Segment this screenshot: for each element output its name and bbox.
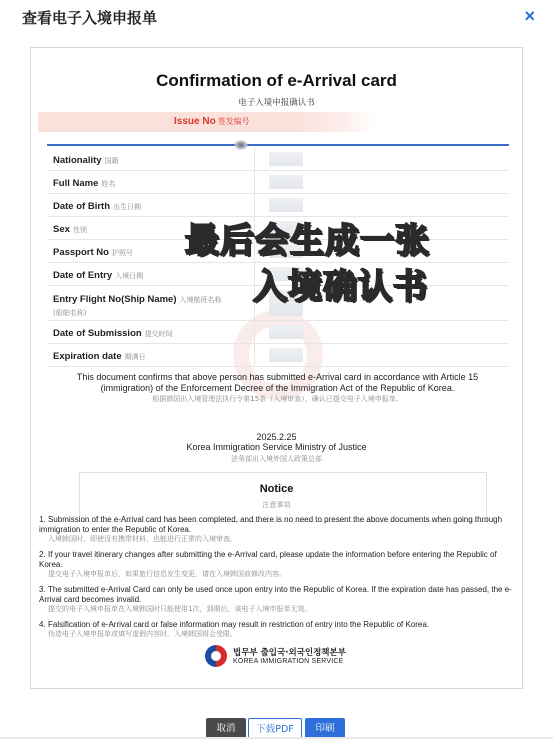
notice-item <box>39 585 517 614</box>
redacted-value <box>269 325 303 339</box>
notice-text: The submitted e-Arrival Card can only be used once upon entry into the Republic of Korea. If the expiration date has passed, the e-Arrival card becomes invalid. <box>39 585 512 604</box>
notice-item <box>39 515 517 544</box>
issue-number-redaction <box>296 112 376 132</box>
field-label-cn: 出生日期 <box>113 203 141 211</box>
issue-date: 2025.2.25 <box>256 432 297 442</box>
document-subtitle: 电子入境申报确认书 <box>238 98 315 108</box>
issue-number-bar <box>38 112 296 132</box>
field-label: Full Name <box>53 178 99 189</box>
field-label: Entry Flight No(Ship Name) <box>53 293 177 305</box>
issue-label-cn: 签发编号 <box>217 117 250 126</box>
notice-number: 2. <box>39 550 46 559</box>
kis-logo <box>205 645 365 671</box>
document-title: Confirmation of e-Arrival card <box>156 71 397 90</box>
action-bar <box>0 715 553 739</box>
notice-list <box>39 515 517 645</box>
notice-number: 1. <box>39 515 46 524</box>
redacted-value <box>269 175 303 189</box>
redacted-value <box>269 152 303 166</box>
redacted-value <box>269 198 303 212</box>
field-label: Date of Birth <box>53 201 110 212</box>
logo-text-en: KOREA IMMIGRATION SERVICE <box>233 658 344 665</box>
notice-text-cn: 伪造电子入境申报单或填写虚假内容时，入境韩国将会受限。 <box>48 630 237 638</box>
info-label <box>47 194 254 216</box>
info-row-date-of-birth <box>47 194 509 217</box>
notice-number: 4. <box>39 620 46 629</box>
info-row-nationality <box>47 148 509 171</box>
issuing-authority-cn: 法务部出入境外国人政策总部 <box>231 455 322 463</box>
divider <box>254 171 255 193</box>
logo-text-kr: 법무부 출입국·외국인정책본부 <box>233 648 346 658</box>
notice-text-cn: 提交电子入境申报单后，如果旅行信息发生变更，请在入境韩国前修改内容。 <box>48 570 286 578</box>
notice-text: Submission of the e-Arrival card has been completed, and there is no need to present the above documents when going through immigration to enter the Republic of Korea. <box>39 515 503 534</box>
notice-text-cn: 入境韩国时，即使没有携带材料，也能进行正常的入境审查。 <box>48 535 237 543</box>
redacted-value <box>269 348 303 362</box>
field-label: Date of Entry <box>53 270 113 281</box>
info-label <box>47 171 254 193</box>
issue-label-en: Issue No <box>174 116 216 127</box>
confirmation-statement: This document confirms that above person has submitted e-Arrival card in accordance with Article 15 (immigration) of the Enforcement Decree of the Immigration Act of the Republic of Korea. <box>76 372 479 393</box>
notice-text: Falsification of e-Arrival card or false information may result in restriction of entry into the Republic of Korea. <box>48 620 430 629</box>
notice-title-cn: 注意事项 <box>262 501 291 509</box>
overlay-caption-line2: 入境确认书 <box>253 267 428 307</box>
confirmation-statement-cn: 根据韩国出入境管理法执行令第15条（入境审查），确认已提交电子入境申报单。 <box>152 395 403 403</box>
divider <box>254 321 255 343</box>
info-label <box>47 321 254 343</box>
info-row-full-name <box>47 171 509 194</box>
overlay-caption-line1: 最后会生成一张 <box>185 221 430 261</box>
print-button[interactable]: 印刷 <box>305 718 345 739</box>
issuing-authority: Korea Immigration Service Ministry of Justice <box>186 442 367 452</box>
field-label-cn: 入境航班名称 <box>179 295 222 304</box>
field-label-cn: 提交时间 <box>144 330 173 338</box>
field-label-cn: 国籍 <box>104 157 119 165</box>
cancel-button[interactable]: 取消 <box>206 718 246 739</box>
confirmation-document <box>30 47 523 689</box>
modal-title: 查看电子入境申报单 <box>22 9 158 27</box>
notice-item <box>39 550 517 579</box>
field-label: Date of Submission <box>53 328 142 339</box>
divider <box>254 148 255 170</box>
field-label: Sex <box>53 224 70 235</box>
field-label-cn: 护照号 <box>111 249 133 257</box>
notice-number: 3. <box>39 585 46 594</box>
info-label <box>47 344 254 366</box>
issue-number-label <box>174 116 250 127</box>
notice-text: If your travel itinerary changes after submitting the e-Arrival card, please update the information before entering the Republic of Korea. <box>39 550 497 569</box>
field-label-cn: 姓名 <box>101 180 116 188</box>
modal-header <box>0 0 553 36</box>
divider <box>254 194 255 216</box>
notice-item <box>39 620 517 639</box>
notice-title: Notice <box>259 483 294 495</box>
field-label: Expiration date <box>53 351 122 362</box>
close-icon[interactable]: × <box>524 6 535 26</box>
field-label-cn: 期满日 <box>124 353 146 361</box>
field-label-cn: 入境日期 <box>115 272 144 280</box>
overlay-caption <box>185 218 505 310</box>
field-label-cn: 性别 <box>72 226 87 234</box>
divider <box>254 344 255 366</box>
taegeuk-logo-icon <box>205 645 227 667</box>
field-label: Nationality <box>53 155 102 166</box>
field-label: Passport No <box>53 247 109 258</box>
notice-text-cn: 提交的电子入境申报单在入境韩国时只能使用1次，到期后，该电子入境申报单无效。 <box>48 605 312 613</box>
download-pdf-button[interactable]: 下载PDF <box>248 718 302 739</box>
info-label <box>47 148 254 170</box>
info-row-date-of-submission <box>47 321 509 344</box>
divider <box>47 144 509 146</box>
field-label-cn-extra: (船舶名称) <box>53 308 87 317</box>
info-row-expiration-date <box>47 344 509 367</box>
